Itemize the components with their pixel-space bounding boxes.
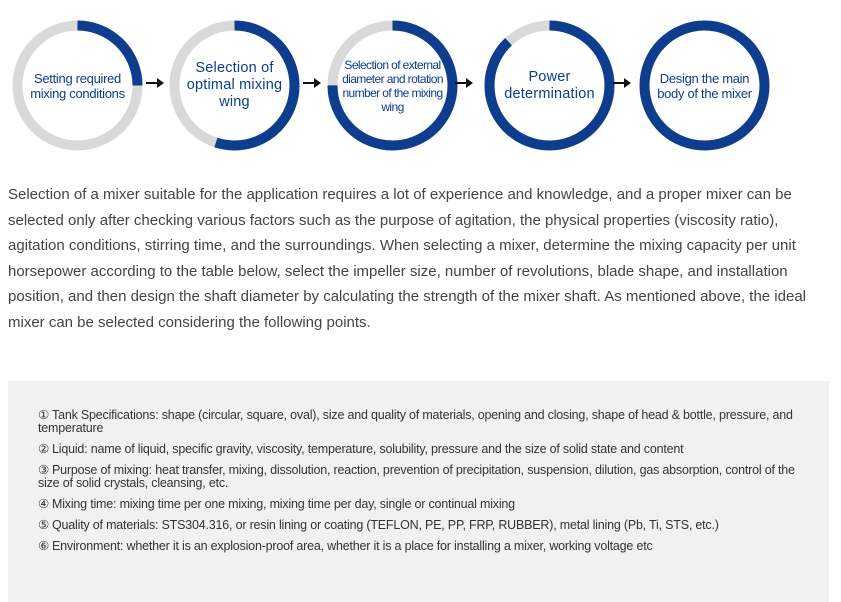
- step-2: [167, 18, 302, 153]
- step-5: [637, 18, 772, 153]
- list-item-text: Purpose of mixing: heat transfer, mixing, dissolution, reaction, prevention of precipitation, suspension, dilution, gas absorption, control of the size of solid crystals, cleansing, etc.: [38, 463, 795, 490]
- circled-number: ⑤: [38, 518, 50, 532]
- step-label: Power determination: [504, 68, 595, 102]
- list-item: [38, 519, 813, 532]
- circled-number: ⑥: [38, 539, 50, 553]
- step-label: Selection of external diameter and rotation number of the mixing wing: [342, 57, 443, 114]
- list-item: [38, 498, 813, 511]
- considerations-list: [38, 409, 813, 561]
- step-label: Selection of optimal mixing wing: [186, 60, 283, 110]
- circled-number: ④: [38, 497, 50, 511]
- arrow-right-icon: [455, 76, 473, 90]
- list-item-text: Environment: whether it is an explosion-proof area, whether it is a place for installing a mixer, working voltage etc: [52, 539, 653, 553]
- step-1: [10, 18, 145, 153]
- list-item-text: Mixing time: mixing time per one mixing, mixing time per day, single or continual mixing: [52, 497, 515, 511]
- list-item-text: Liquid: name of liquid, specific gravity, viscosity, temperature, solubility, pressure and the size of solid state and content: [52, 442, 684, 456]
- arrow-right-icon: [613, 76, 631, 90]
- list-item-text: Quality of materials: STS304.316, or resin lining or coating (TEFLON, PE, PP, FRP, RUBBER), metal lining (Pb, Ti, STS, etc.): [52, 518, 719, 532]
- list-item-text: Tank Specifications: shape (circular, square, oval), size and quality of materials, opening and closing, shape of head & bottle, pressure, and temperature: [38, 408, 793, 435]
- intro-paragraph: Selection of a mixer suitable for the application requires a lot of experience and knowledge, and a proper mixer can be selected only after checking various factors such as the purpose of agitation, the physical properties (viscosity ratio), agitation conditions, stirring time, and the surroundings. When selecting a mixer, determine the mixing capacity per unit horsepower according to the table below, select the impeller size, number of revolutions, blade shape, and installation position, and then design the shaft diameter by calculating the strength of the mixer shaft. As mentioned above, the ideal mixer can be selected considering the following points.: [8, 186, 806, 331]
- circled-number: ③: [38, 463, 50, 477]
- step-4: [482, 18, 617, 153]
- circled-number: ①: [38, 408, 50, 422]
- list-item: [38, 409, 813, 435]
- considerations-panel: [8, 381, 829, 602]
- process-flow: [0, 0, 841, 165]
- step-label: Setting required mixing conditions: [30, 70, 125, 101]
- circled-number: ②: [38, 442, 50, 456]
- arrow-right-icon: [146, 76, 164, 90]
- arrow-right-icon: [303, 76, 321, 90]
- list-item: [38, 464, 813, 490]
- step-3: [325, 18, 460, 153]
- list-item: [38, 540, 813, 553]
- step-label: Design the main body of the mixer: [657, 70, 752, 101]
- list-item: [38, 443, 813, 456]
